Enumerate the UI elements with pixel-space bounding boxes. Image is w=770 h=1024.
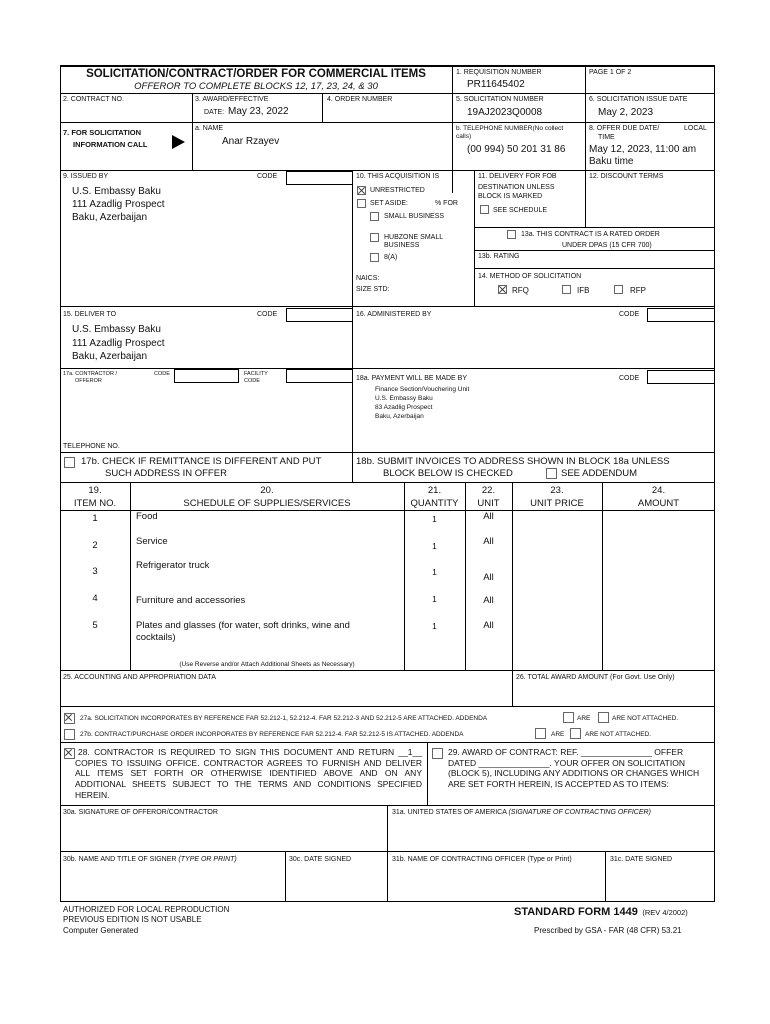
col-head-unit-price: UNIT PRICE (530, 498, 584, 509)
see-addendum-checkbox[interactable] (546, 468, 557, 479)
27a-are-checkbox[interactable] (563, 712, 574, 723)
29-checkbox[interactable] (432, 748, 443, 759)
acquisition-label: 10. THIS ACQUISITION IS (356, 173, 440, 180)
payment-label: 18a. PAYMENT WILL BE MADE BY (356, 375, 467, 382)
fob-label-2: DESTINATION UNLESS (478, 184, 555, 191)
method-label: 14. METHOD OF SOLICITATION (478, 273, 582, 280)
item-qty: 1 (432, 514, 437, 524)
deliver-to-line-3: Baku, Azerbaijan (72, 351, 148, 362)
issued-by-label: 9. ISSUED BY (63, 173, 109, 180)
hubzone-label-2: BUSINESS (384, 242, 420, 249)
ifb-label: IFB (577, 286, 590, 295)
offeror-date-label: 30c. DATE SIGNED (289, 856, 352, 863)
discount-terms-label: 12. DISCOUNT TERMS (589, 173, 664, 180)
unrestricted-checkbox[interactable] (357, 186, 366, 195)
fob-label-1: 11. DELIVERY FOR FOB (478, 173, 557, 180)
offer-due-time: Baku time (589, 156, 634, 167)
offer-due-label-local: LOCAL (684, 125, 707, 132)
contractor-label-1: 17a. CONTRACTOR / (63, 371, 117, 377)
requisition-label: 1. REQUISITION NUMBER (456, 69, 542, 76)
arrow-right-icon (172, 135, 185, 149)
27b-checkbox[interactable] (64, 729, 75, 740)
item-no: 3 (92, 566, 98, 577)
col-num-schedule: 20. (260, 485, 274, 496)
offer-due-label-2: TIME (598, 134, 615, 141)
solicitation-number: 19AJ2023Q0008 (467, 107, 543, 118)
deliver-to-label: 15. DELIVER TO (63, 311, 117, 318)
footer-line-3: Computer Generated (63, 926, 139, 935)
solicitation-number-label: 5. SOLICITATION NUMBER (456, 96, 544, 103)
accounting-label: 25. ACCOUNTING AND APPROPRIATION DATA (63, 674, 216, 681)
27a-text: 27a. SOLICITATION INCORPORATES BY REFERENCE FAR 52.212-1, 52.212-4. FAR 52.212-3 AND 52.212-5 ARE ATTACHED. ADDENDA (80, 715, 488, 722)
rfp-label: RFP (630, 286, 646, 295)
facility-label-2: CODE (244, 378, 260, 384)
item-unit: All (483, 620, 494, 631)
hubzone-label-1: HUBZONE SMALL (384, 234, 444, 241)
footer-line-2: PREVIOUS EDITION IS NOT USABLE (63, 915, 202, 924)
unrestricted-label: UNRESTRICTED (370, 187, 425, 194)
deliver-to-code-field[interactable] (286, 308, 353, 322)
27b-are-checkbox[interactable] (535, 728, 546, 739)
ifb-checkbox[interactable] (562, 285, 571, 294)
info-call-label-1: 7. FOR SOLICITATION (63, 128, 142, 137)
remittance-checkbox[interactable] (64, 457, 75, 468)
27a-are-not-label: ARE NOT ATTACHED. (612, 715, 679, 722)
info-call-label-2: INFORMATION CALL (73, 140, 148, 149)
offer-due-date: May 12, 2023, 11:00 am (589, 144, 697, 155)
item-unit: All (483, 572, 494, 583)
contract-no-label: 2. CONTRACT NO. (63, 96, 124, 103)
page-indicator: PAGE 1 OF 2 (589, 69, 632, 76)
issued-by-code-field[interactable] (286, 171, 353, 185)
item-desc: Furniture and accessories (136, 595, 246, 606)
see-schedule-checkbox[interactable] (480, 205, 489, 214)
telephone-label-1: b. TELEPHONE NUMBER(No collect (456, 125, 564, 132)
27b-are-not-label: ARE NOT ATTACHED. (585, 731, 652, 738)
signer-name-italic: (TYPE OR PRINT) (178, 856, 237, 863)
signer-name-prefix: 30b. NAME AND TITLE OF SIGNER (63, 856, 177, 863)
item-desc: Refrigerator truck (136, 560, 210, 571)
telephone-number: (00 994) 50 201 31 86 (467, 144, 566, 155)
payment-line-1: Finance Section/Vouchering Unit (375, 386, 470, 393)
29-text: 29. AWARD OF CONTRACT: REF. _______________ OFFER DATED _______________. YOUR OFFER ON SOLICITATION (BLOCK 5), INCLUDING ANY ADDITIONS OR CHANGES WHICH ARE SET FORTH HEREIN, IS ACCEPTED AS TO ITEMS: (448, 747, 700, 789)
issued-by-line-2: 111 Azadlig Prospect (72, 199, 165, 210)
item-desc: Plates and glasses (for water, soft drinks, wine and cocktails) (136, 620, 350, 643)
deliver-to-line-1: U.S. Embassy Baku (72, 324, 161, 335)
item-qty: 1 (432, 541, 437, 551)
rfp-checkbox[interactable] (614, 285, 623, 294)
footer-line-1: AUTHORIZED FOR LOCAL REPRODUCTION (63, 905, 230, 914)
size-std-label: SIZE STD: (356, 286, 390, 293)
administered-by-code-field[interactable] (647, 308, 715, 322)
item-unit: All (483, 536, 494, 547)
signer-name-label (63, 856, 237, 863)
item-desc: Food (136, 511, 158, 522)
col-head-quantity: QUANTITY (410, 498, 459, 509)
rated-order-label-2: UNDER DPAS (15 CFR 700) (562, 242, 652, 249)
percent-for-label: % FOR (435, 200, 458, 207)
remittance-label-2: SUCH ADDRESS IN OFFER (105, 468, 227, 479)
rated-order-checkbox[interactable] (507, 230, 516, 239)
col-num-item: 19. (88, 485, 102, 496)
order-number-label: 4. ORDER NUMBER (327, 96, 393, 103)
item-desc: Service (136, 536, 168, 547)
submit-invoices-label-2: BLOCK BELOW IS CHECKED (383, 468, 513, 479)
rated-order-label-1: 13a. THIS CONTRACT IS A RATED ORDER (521, 231, 660, 238)
co-date-label: 31c. DATE SIGNED (610, 856, 673, 863)
form-title: SOLICITATION/CONTRACT/ORDER FOR COMMERCIAL ITEMS (86, 68, 426, 80)
issued-by-code-label: CODE (257, 173, 278, 180)
rfq-checkbox[interactable] (498, 285, 507, 294)
small-business-checkbox[interactable] (370, 212, 379, 221)
telephone-label-2: calls) (456, 133, 472, 140)
form-subtitle: OFFEROR TO COMPLETE BLOCKS 12, 17, 23, 24, & 30 (134, 81, 378, 92)
rfq-label: RFQ (512, 286, 529, 295)
award-date-prefix: DATE: (204, 109, 225, 116)
col-head-amount: AMOUNT (637, 498, 680, 509)
item-no: 4 (92, 593, 98, 604)
hubzone-checkbox[interactable] (370, 233, 379, 242)
payment-line-3: 83 Azadlig Prospect (375, 404, 433, 411)
issued-by-line-3: Baku, Azerbaijan (72, 212, 148, 223)
28-text: 28. CONTRACTOR IS REQUIRED TO SIGN THIS DOCUMENT AND RETURN __1__ COPIES TO ISSUING OFFICE. CONTRACTOR AGREES TO FURNISH AND DELIVER ALL ITEMS SET FORTH OR OTHERWISE IDENTIFIED ABOVE AND ON ANY ADDITIONAL SHEETS SUBJECT TO THE TERMS AND CONDITIONS SPECIFIED HEREIN. (75, 747, 422, 800)
27a-are-label: ARE (577, 715, 591, 722)
facility-code-field[interactable] (286, 369, 353, 383)
small-business-label: SMALL BUSINESS (384, 213, 445, 220)
set-aside-checkbox[interactable] (357, 199, 366, 208)
prescribed-by: Prescribed by GSA - FAR (48 CFR) 53.21 (534, 926, 682, 935)
see-addendum-label: SEE ADDENDUM (561, 468, 638, 479)
contractor-code-field[interactable] (174, 369, 239, 383)
col-num-unit: 22. (481, 485, 496, 496)
remittance-label-1: 17b. CHECK IF REMITTANCE IS DIFFERENT AND PUT (81, 456, 322, 467)
27b-are-label: ARE (551, 731, 565, 738)
signature-co-label (392, 809, 651, 816)
signature-co-italic: (SIGNATURE OF CONTRACTING OFFICER) (508, 809, 651, 816)
form-revision: (REV 4/2002) (642, 908, 688, 917)
payment-line-4: Baku, Azerbaijan (375, 413, 424, 420)
payment-code-label: CODE (619, 375, 640, 382)
signature-offeror-label: 30a. SIGNATURE OF OFFEROR/CONTRACTOR (63, 809, 218, 816)
form-name: STANDARD FORM 1449 (514, 906, 638, 918)
co-name-label: 31b. NAME OF CONTRACTING OFFICER (Type or Print) (392, 856, 572, 863)
27b-text: 27b. CONTRACT/PURCHASE ORDER INCORPORATES BY REFERENCE FAR 52.212-4. FAR 52.212-5 IS ATTACHED. ADDENDA (80, 731, 464, 738)
issue-date: May 2, 2023 (598, 107, 654, 118)
col-head-item: ITEM NO. (73, 498, 117, 509)
item-no: 1 (92, 513, 98, 524)
contact-name: Anar Rzayev (222, 136, 280, 147)
administered-by-code-label: CODE (619, 311, 640, 318)
item-unit: All (483, 595, 494, 606)
fob-label-3: BLOCK IS MARKED (478, 193, 543, 200)
col-num-amount: 24. (651, 485, 666, 496)
27b-are-not-checkbox[interactable] (570, 728, 581, 739)
27a-checkbox[interactable] (64, 713, 75, 724)
item-no: 2 (92, 540, 98, 551)
item-no: 5 (92, 620, 98, 631)
offer-due-label-1: 8. OFFER DUE DATE/ (589, 125, 660, 132)
27a-are-not-checkbox[interactable] (598, 712, 609, 723)
rating-label: 13b. RATING (478, 253, 520, 260)
award-date: May 23, 2022 (228, 106, 289, 117)
deliver-to-code-label: CODE (257, 311, 278, 318)
eight-a-checkbox[interactable] (370, 253, 379, 262)
28-checkbox[interactable] (64, 748, 75, 759)
see-schedule-label: SEE SCHEDULE (493, 207, 548, 214)
table-footnote: (Use Reverse and/or Attach Additional Sheets as Necessary) (179, 661, 355, 668)
payment-code-field[interactable] (647, 370, 715, 384)
payment-line-2: U.S. Embassy Baku (375, 395, 433, 402)
form-identifier (514, 902, 688, 920)
contact-name-label: a. NAME (195, 125, 224, 132)
total-award-label: 26. TOTAL AWARD AMOUNT (For Govt. Use Only) (516, 674, 675, 681)
requisition-number: PR11645402 (467, 79, 525, 90)
naics-label: NAICS: (356, 275, 380, 282)
item-qty: 1 (432, 621, 437, 631)
contractor-code-label: CODE (154, 371, 170, 377)
issued-by-line-1: U.S. Embassy Baku (72, 186, 161, 197)
telephone-no-label: TELEPHONE NO. (63, 443, 120, 450)
signature-co-prefix: 31a. UNITED STATES OF AMERICA (392, 809, 507, 816)
issue-date-label: 6. SOLICITATION ISSUE DATE (589, 96, 688, 103)
col-num-quantity: 21. (427, 485, 442, 496)
col-head-unit: UNIT (477, 498, 500, 509)
administered-by-label: 16. ADMINISTERED BY (356, 311, 432, 318)
item-qty: 1 (432, 567, 437, 577)
eight-a-label: 8(A) (384, 254, 398, 261)
award-label: 3. AWARD/EFFECTIVE (195, 96, 269, 103)
item-qty: 1 (432, 594, 437, 604)
set-aside-label: SET ASIDE: (370, 200, 408, 207)
col-head-schedule: SCHEDULE OF SUPPLIES/SERVICES (183, 498, 351, 509)
contractor-label-2: OFFEROR (75, 378, 102, 384)
facility-label-1: FACILITY (244, 371, 268, 377)
deliver-to-line-2: 111 Azadlig Prospect (72, 338, 165, 349)
col-num-unit-price: 23. (550, 485, 564, 496)
item-unit: All (483, 511, 494, 522)
submit-invoices-label-1: 18b. SUBMIT INVOICES TO ADDRESS SHOWN IN BLOCK 18a UNLESS (356, 456, 670, 467)
